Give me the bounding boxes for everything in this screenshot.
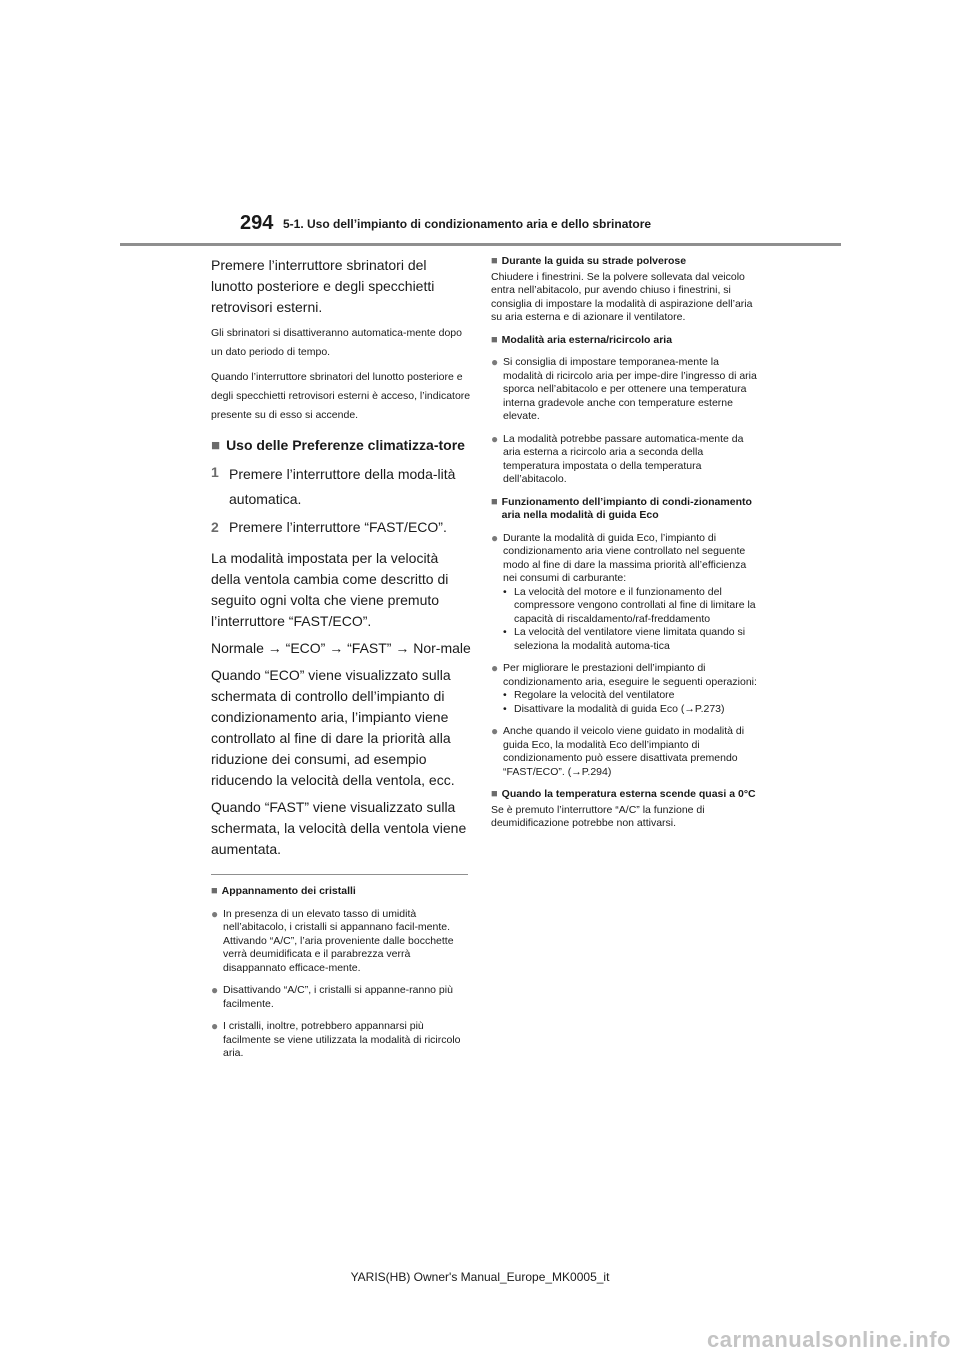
step-text: Premere l’interruttore della moda-lità automatica. [229,466,456,507]
heading-text: Appannamento dei cristalli [221,885,356,897]
right-column [491,255,759,831]
list-item [491,433,759,487]
list-item [211,1020,471,1061]
circle-bullet-icon: ● [491,530,499,545]
fan-speed-paragraph: La modalità impostata per la velocità della ventola cambia come descritto di seguito ogni volta che viene premuto l’interruttore “FAST/ECO”. [211,550,449,629]
section-divider [211,874,468,875]
list-item-text: Si consiglia di impostare temporanea-mente la modalità di ricircolo aria per impe-dire l’ingresso di aria sporca nell’abitacolo e per ottenere una temperatura interna gradevole anche con temperature esterne elevate. [503,356,757,422]
sub-item-text: Regolare la velocità del ventilatore [514,689,675,701]
square-bullet-icon: ■ [491,255,498,267]
climate-preferences-heading [211,435,471,456]
fogging-heading [211,885,471,899]
manual-footer: YARIS(HB) Owner's Manual_Europe_MK0005_it [350,1270,610,1284]
list-item [211,984,471,1011]
low-temperature-text: Se è premuto l’interruttore “A/C” la funzione di deumidificazione potrebbe non attivarsi. [491,803,705,829]
list-item-text: Per migliorare le prestazioni dell’impianto di condizionamento aria, eseguire le seguenti operazioni: [503,662,757,688]
sub-item-text: La velocità del ventilatore viene limitata quando si seleziona la modalità automa-tica [514,626,746,652]
step-1 [211,462,471,512]
square-bullet-icon: ■ [211,885,218,897]
eco-paragraph: Quando “ECO” viene visualizzato sulla schermata di controllo dell’impianto di condizionamento aria, l’impianto viene controllato al fine di dare la priorità alla riduzione dei consumi, ad esempio riducendo la velocità della ventola, ecc. [211,667,455,788]
sub-item [503,689,759,703]
list-item-text: Anche quando il veicolo viene guidato in modalità di guida Eco, la modalità Eco dell’impianto di condizionamento può essere disattivata premendo “FAST/ECO”. (→P.294) [503,725,745,778]
page-reference-link[interactable]: Disattivare la modalità di guida Eco (→P.273) [514,702,725,715]
square-bullet-icon: ■ [491,788,498,800]
left-column [211,255,471,1061]
list-item-text: I cristalli, inoltre, potrebbero appannarsi più facilmente se viene utilizzata la modalità di ricircolo aria. [223,1020,461,1059]
heading-text: Modalità aria esterna/ricircolo aria [501,333,673,346]
sub-item [503,586,759,627]
step-number: 1 [211,464,219,480]
sub-bullet-icon: • [503,585,507,598]
square-bullet-icon: ■ [491,495,498,508]
list-item-text: Durante la modalità di guida Eco, l’impianto di condizionamento aria viene controllato nel seguente modo al fine di dare la massima priorità all’efficienza nei consumi di carburante: [503,531,747,584]
intro-instruction: Premere l’interruttore sbrinatori del lunotto posteriore e degli specchietti retrovisori esterni. [211,257,435,315]
header-divider [120,243,841,246]
page-number: 294 [240,212,274,234]
low-temperature-heading [491,788,759,802]
circle-bullet-icon: ● [211,906,219,921]
dusty-roads-heading [491,255,759,269]
indicator-note: Quando l’interruttore sbrinatori del lunotto posteriore e degli specchietti retrovisori esterni è acceso, l’indicatore presente su di esso si accende. [211,371,471,421]
fast-paragraph: Quando “FAST” viene visualizzato sulla schermata, la velocità della ventola viene aumentata. [211,799,467,857]
list-item [491,532,759,654]
circle-bullet-icon: ● [491,661,499,675]
sub-bullet-icon: • [503,626,507,638]
auto-off-note: Gli sbrinatori si disattiveranno automatica-mente dopo un dato periodo di tempo. [211,327,462,358]
sub-item [503,626,759,653]
eco-mode-heading [491,496,759,523]
dusty-roads-text: Chiudere i finestrini. Se la polvere sollevata dal veicolo entra nell’abitacolo, pur avendo chiuso i finestrini, si consiglia di impostare la modalità di aspirazione dell’aria su aria esterna e di azionare il ventilatore. [491,270,753,323]
list-item [491,662,759,716]
square-bullet-icon: ■ [491,333,498,346]
list-item-text: In presenza di un elevato tasso di umidità nell’abitacolo, i cristalli si appannano facil-mente. Attivando “A/C”, l’aria proveniente dalle bocchette verrà deumidificata e il parabrezza verrà disappannato efficace-mente. [223,907,454,974]
circle-bullet-icon: ● [491,724,499,738]
sub-item [503,703,759,717]
section-title: 5-1. Uso dell’impianto di condizionamento aria e dello sbrinatore [283,217,652,231]
list-item [211,908,471,976]
list-item-body [503,532,759,654]
list-item [491,356,759,424]
circle-bullet-icon: ● [211,983,219,997]
square-bullet-icon: ■ [211,437,221,454]
sub-item-text: La velocità del motore e il funzionamento del compressore vengono controllati al fine di limitare la capacità di riscaldamento/raf-freddamento [514,585,756,625]
sub-bullet-icon: • [503,702,507,715]
step-2 [211,517,471,538]
step-text: Premere l’interruttore “FAST/ECO”. [229,519,447,535]
heading-text: Quando la temperatura esterna scende quasi a 0°C [501,788,756,800]
circle-bullet-icon: ● [491,355,499,369]
watermark-logo: carmanualsonline.info [707,1327,951,1352]
list-item-body [503,662,759,716]
air-mode-heading [491,334,759,348]
mode-cycle-paragraph: Normale → “ECO” → “FAST” → Nor-male [211,640,471,656]
sub-bullet-icon: • [503,689,507,701]
list-item-text: Disattivando “A/C”, i cristalli si appanne-ranno più facilmente. [223,984,453,1010]
heading-text: Durante la guida su strade polverose [501,255,687,267]
list-item-text: La modalità potrebbe passare automatica-mente da aria esterna a ricircolo aria a seconda della temperatura impostata o della temperatura dell’abitacolo. [503,432,744,485]
heading-text: Uso delle Preferenze climatizza-tore [226,437,465,453]
heading-text: Funzionamento dell’impianto di condi-zionamento aria nella modalità di guida Eco [501,495,752,521]
circle-bullet-icon: ● [211,1019,219,1033]
circle-bullet-icon: ● [491,431,499,446]
list-item [491,725,759,779]
step-number: 2 [211,519,219,535]
